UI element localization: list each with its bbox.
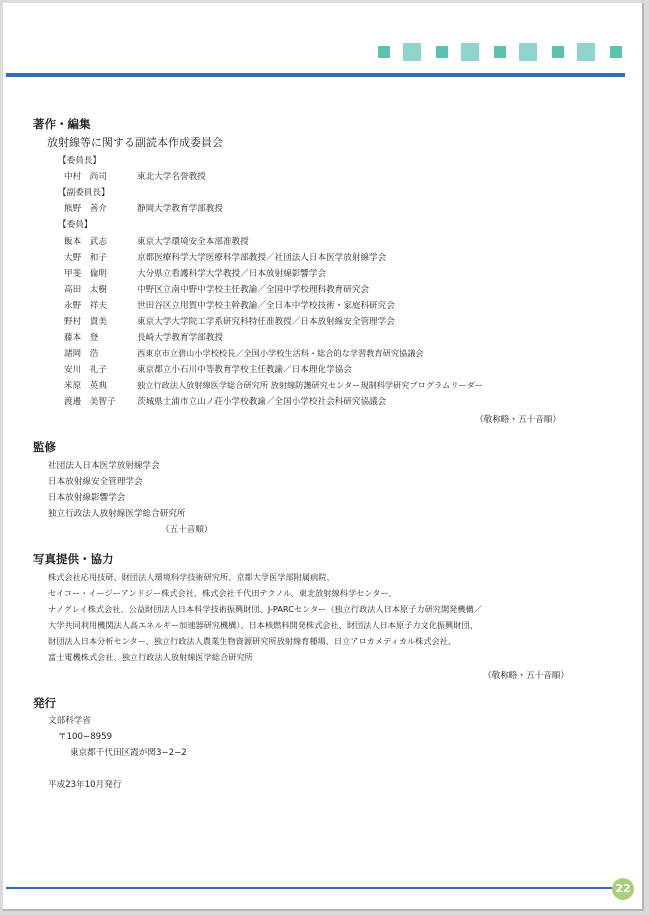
authors-heading: 著作・編集 [33, 117, 91, 131]
member-name: 野村 貴美 [64, 317, 107, 327]
supervisor-org: 社団法人日本医学放射線学会 [48, 461, 160, 471]
member-name: 安川 礼子 [64, 365, 107, 375]
member-name: 渡邊 美智子 [64, 397, 116, 407]
square-decoration [436, 46, 448, 58]
square-decoration [610, 46, 622, 58]
supervisor-org: 日本放射線影響学会 [48, 493, 126, 503]
members-label: 【委員】 [58, 220, 93, 230]
member-affiliation: 世田谷区立用賀中学校主幹教諭／全日本中学校技術・家庭科研究会 [137, 301, 395, 311]
member-name: 藤本 登 [64, 333, 99, 343]
member-name: 中村 尚司 [64, 172, 107, 182]
member-name: 甲斐 倫明 [64, 269, 107, 279]
member-affiliation: 長崎大学教育学部教授 [137, 333, 223, 343]
postal-code: 〒100−8959 [58, 732, 113, 742]
photos-credit-line: 大学共同利用機関法人高エネルギー加速器研究機構）、日本核燃料開発株式会社、財団法人日本原子力文化振興財団、 [48, 620, 478, 630]
member-affiliation: 静岡大学教育学部教授 [137, 204, 223, 214]
supervision-order-note: （五十音順） [161, 525, 213, 535]
square-decoration [577, 43, 595, 61]
member-affiliation: 西東京市立碧山小学校校長／全国小学校生活科・総合的な学習教育研究協議会 [137, 348, 424, 358]
header-rule [6, 73, 625, 77]
square-decoration [552, 46, 564, 58]
member-name: 高田 太樹 [64, 285, 107, 295]
member-affiliation: 京都医療科学大学医療科学部教授／社団法人日本医学放射線学会 [137, 253, 387, 263]
member-affiliation: 中野区立南中野中学校主任教諭／全国中学校理科教育研究会 [137, 285, 370, 295]
member-affiliation: 茨城県土浦市立山ノ荘小学校教諭／全国小学校社会科研究協議会 [137, 397, 387, 407]
photos-credit-line: ナノグレイ株式会社、公益財団法人日本科学技術振興財団、J-PARCセンター（独立行政法人日本原子力研究開発機構／ [48, 604, 482, 614]
supervisor-org: 独立行政法人放射線医学総合研究所 [48, 509, 186, 519]
photos-credit-line: 株式会社応用技研、財団法人環境科学技術研究所、京都大学医学部附属病院、 [48, 572, 335, 582]
member-name: 永野 祥夫 [64, 301, 107, 311]
authors-order-note: （敬称略・五十音順） [475, 415, 561, 425]
square-decoration [403, 43, 421, 61]
member-affiliation: 東京大学環境安全本部准教授 [137, 237, 249, 247]
supervisor-org: 日本放射線安全管理学会 [48, 477, 143, 487]
address: 東京都千代田区霞が関3−2−2 [70, 748, 187, 758]
vice-chair-label: 【副委員長】 [58, 188, 110, 198]
publish-date: 平成23年10月発行 [48, 780, 122, 790]
member-name: 大野 和子 [64, 253, 107, 263]
member-affiliation: 大分県立看護科学大学教授／日本放射線影響学会 [137, 269, 327, 279]
member-name: 熊野 善介 [64, 204, 107, 214]
square-decoration [494, 46, 506, 58]
page [3, 3, 644, 911]
page-number-badge: 22 [612, 878, 634, 900]
member-name: 米原 英典 [64, 381, 107, 391]
photos-heading: 写真提供・協力 [33, 552, 114, 566]
photos-credit-line: 富士電機株式会社、独立行政法人放射線医学総合研究所 [48, 652, 253, 662]
member-name: 諸岡 浩 [64, 349, 99, 359]
supervision-heading: 監修 [33, 440, 56, 454]
photos-order-note: （敬称略・五十音順） [483, 671, 569, 681]
footer-rule [6, 887, 612, 889]
square-decoration [519, 43, 537, 61]
publisher: 文部科学省 [48, 716, 91, 726]
member-affiliation: 東北大学名誉教授 [137, 172, 206, 182]
committee-name: 放射線等に関する副読本作成委員会 [47, 136, 223, 149]
chair-label: 【委員長】 [58, 156, 101, 166]
member-name: 飯本 武志 [64, 237, 107, 247]
square-decoration [461, 43, 479, 61]
member-affiliation: 東京大学大学院工学系研究科特任准教授／日本放射線安全管理学会 [137, 317, 395, 327]
member-affiliation: 独立行政法人放射線医学総合研究所 放射線防護研究センター規制科学研究プログラムリーダー [137, 380, 484, 390]
publish-heading: 発行 [33, 696, 56, 710]
photos-credit-line: セイコー・イージーアンドジー株式会社、株式会社千代田テクノル、東北放射線科学センター、 [48, 588, 397, 598]
member-affiliation: 東京都立小石川中等教育学校主任教諭／日本理化学協会 [137, 365, 352, 375]
photos-credit-line: 財団法人日本分析センター、独立行政法人農業生物資源研究所放射線育種場、日立アロカメディカル株式会社、 [48, 636, 457, 646]
square-decoration [378, 46, 390, 58]
